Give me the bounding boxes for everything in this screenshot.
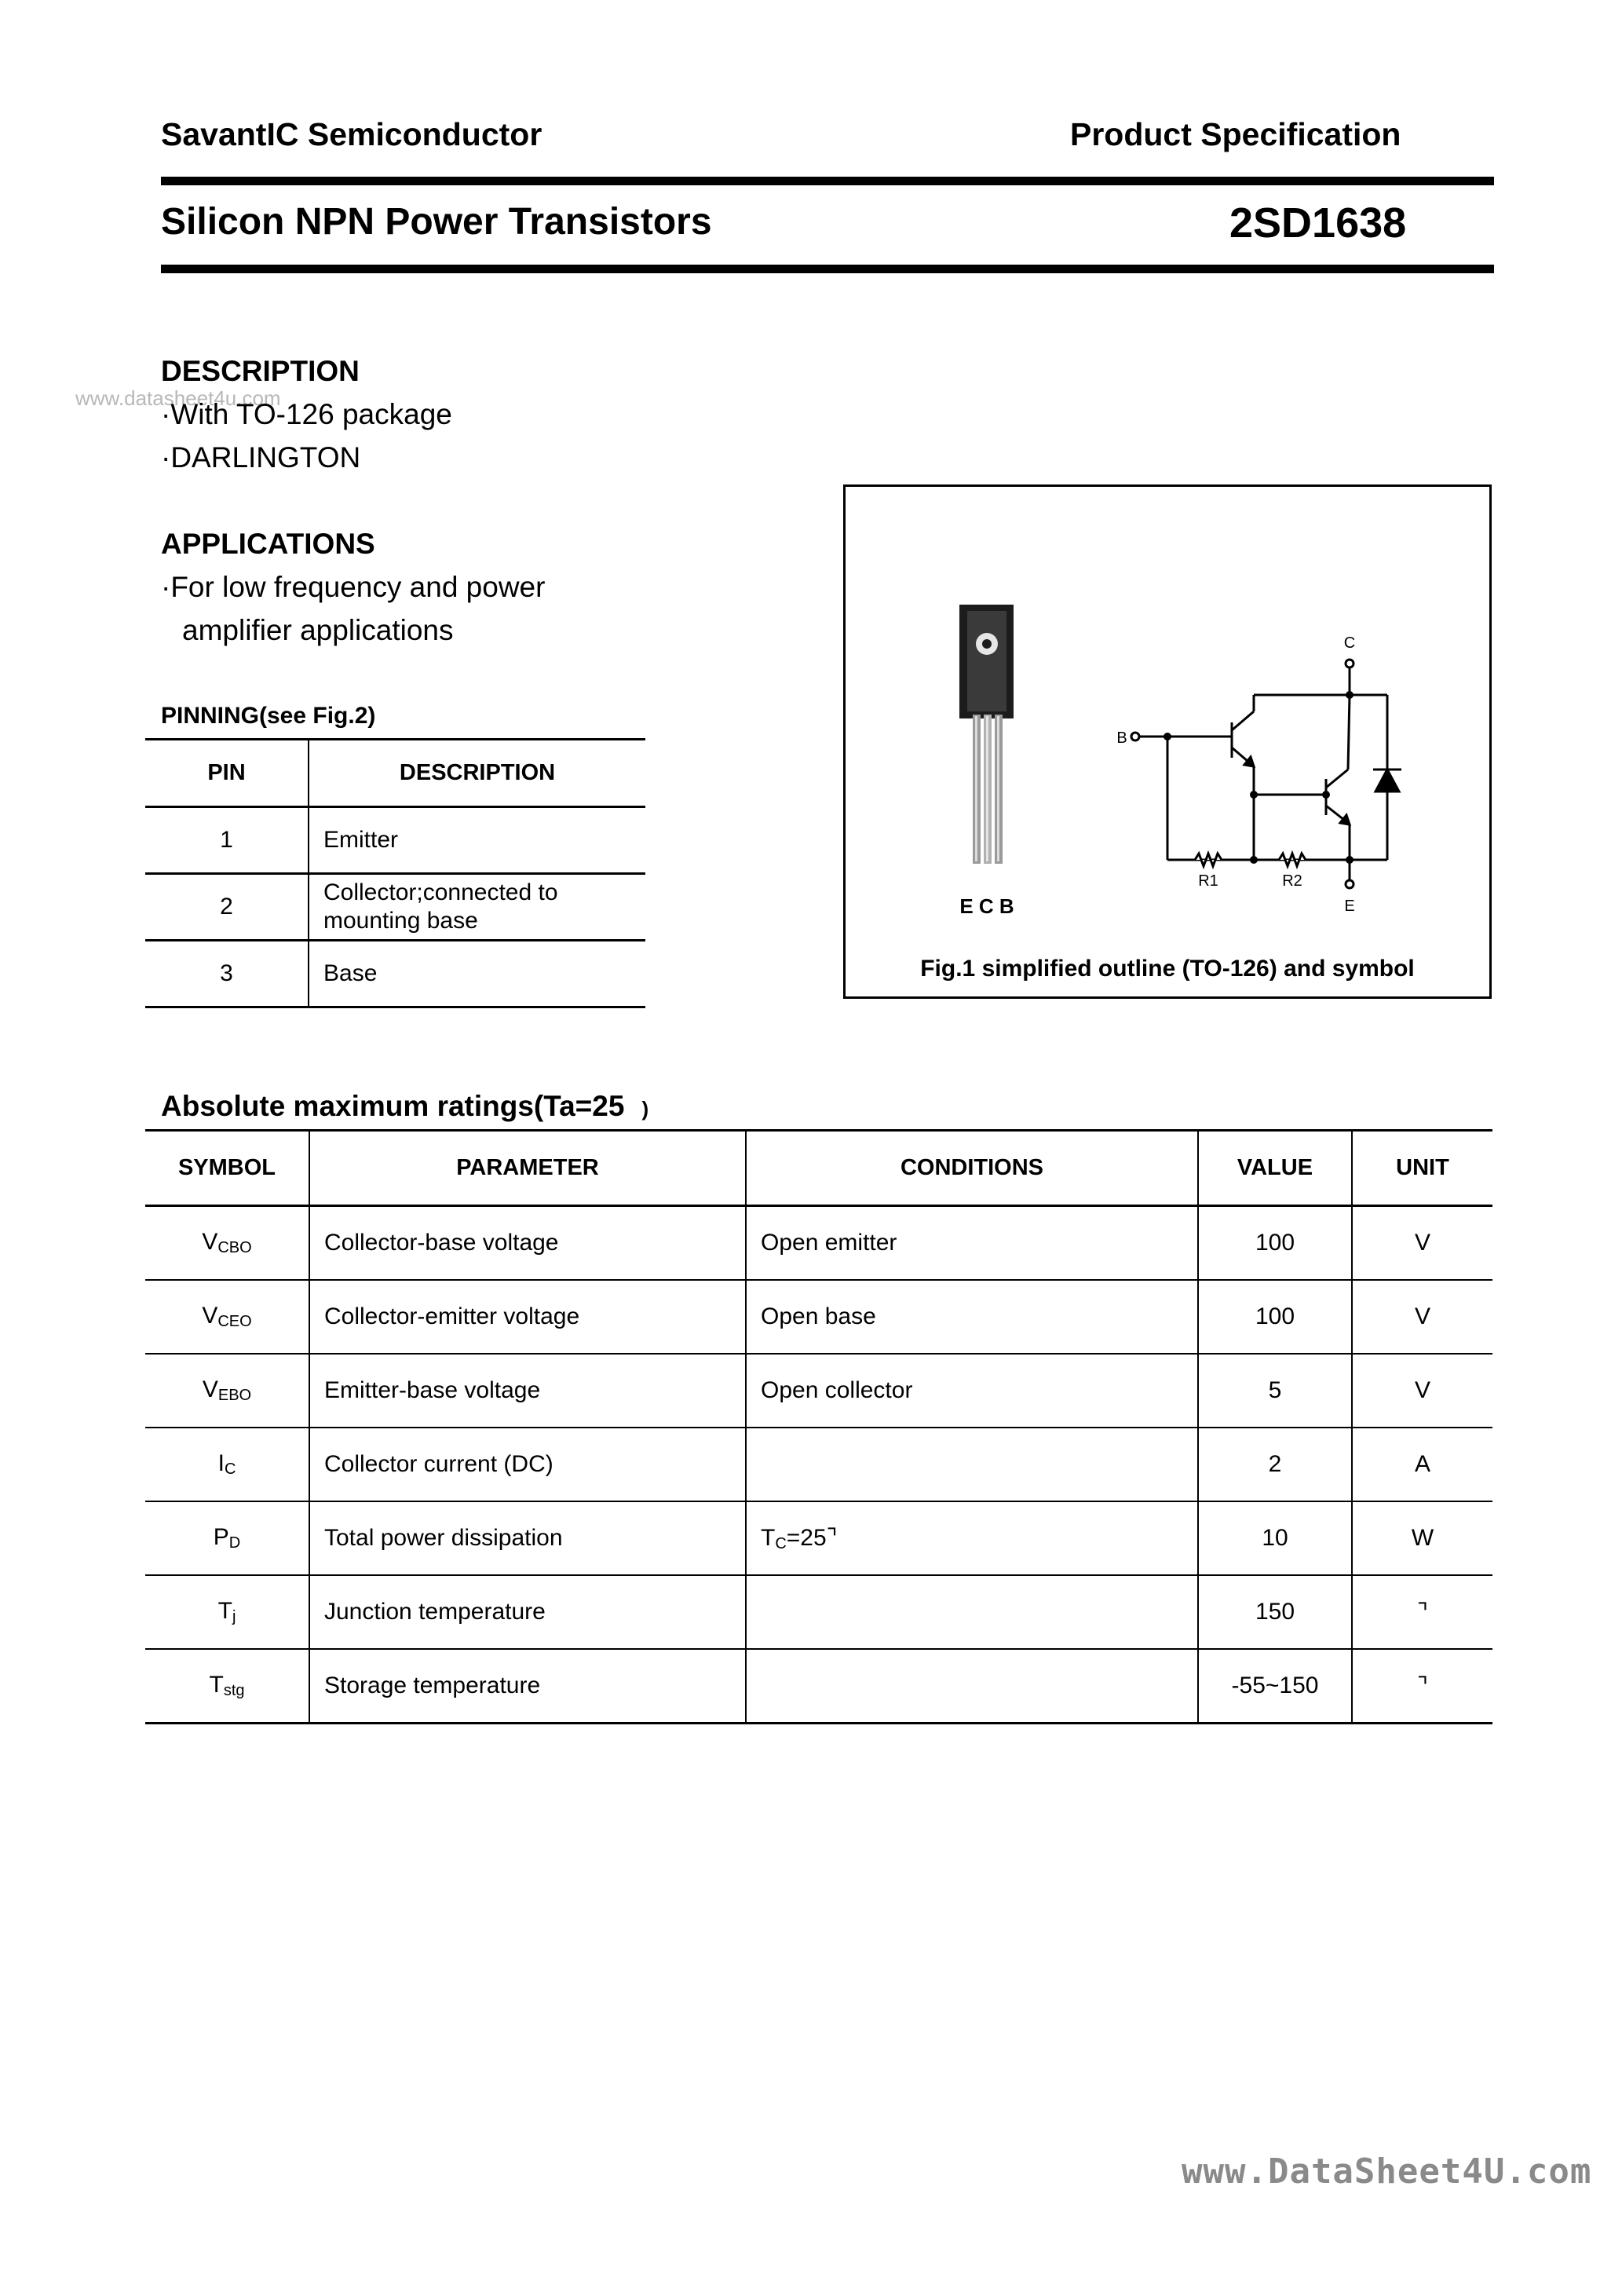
symbol-main: V — [202, 1229, 218, 1255]
pinning-heading: PINNING(see Fig.2) — [161, 703, 376, 729]
pin-number: 1 — [145, 807, 309, 874]
unit-cell: ⌝ — [1352, 1575, 1492, 1649]
ratings-heading — [161, 1090, 648, 1123]
pin-number: 3 — [145, 941, 309, 1007]
document-type: Product Specification — [1070, 116, 1401, 152]
value-cell: 100 — [1198, 1206, 1352, 1281]
symbol-subscript: CEO — [217, 1313, 252, 1330]
pin-description — [309, 874, 645, 941]
conditions-cell — [746, 1280, 1198, 1354]
figure-illustration — [846, 487, 1489, 997]
parameter-cell: Collector-emitter voltage — [309, 1280, 746, 1354]
conditions-cell — [746, 1206, 1198, 1281]
parameter-cell: Junction temperature — [309, 1575, 746, 1649]
symbol-cell — [145, 1575, 309, 1649]
symbol-main: T — [209, 1672, 224, 1698]
applications-line: amplifier applications — [182, 614, 454, 646]
unit-cell: V — [1352, 1280, 1492, 1354]
symbol-main: V — [202, 1303, 218, 1329]
conditions-cell — [746, 1428, 1198, 1501]
parameter-cell: Emitter-base voltage — [309, 1354, 746, 1428]
pin-description-line: mounting base — [323, 908, 478, 934]
to126-package-image — [959, 605, 1014, 864]
symbol-cell — [145, 1206, 309, 1281]
applications-line: ·For low frequency and power — [161, 571, 546, 603]
symbol-subscript: stg — [223, 1682, 245, 1699]
conditions-tail: =25⌝ — [786, 1524, 838, 1551]
conditions-text: Open collector — [761, 1377, 913, 1403]
parameter-cell: Total power dissipation — [309, 1501, 746, 1575]
conditions-text: Open base — [761, 1303, 876, 1329]
table-row — [145, 874, 645, 941]
company-name: SavantIC Semiconductor — [161, 116, 542, 152]
resistor-r1 — [1195, 854, 1222, 866]
unit-cell: A — [1352, 1428, 1492, 1501]
column-header-unit: UNIT — [1352, 1131, 1492, 1206]
symbol-main: P — [213, 1524, 229, 1550]
parameter-cell: Storage temperature — [309, 1649, 746, 1724]
column-header-conditions: CONDITIONS — [746, 1131, 1198, 1206]
pin-description: Emitter — [309, 807, 645, 874]
ratings-table — [145, 1129, 1492, 1724]
watermark-text: www.datasheet4u.com — [75, 386, 281, 410]
conditions-cell — [746, 1501, 1198, 1575]
conditions-text: Open emitter — [761, 1230, 897, 1256]
parameter-cell: Collector current (DC) — [309, 1428, 746, 1501]
conditions-cell — [746, 1354, 1198, 1428]
symbol-cell — [145, 1354, 309, 1428]
column-header-description: DESCRIPTION — [309, 740, 645, 807]
symbol-cell — [145, 1280, 309, 1354]
column-header-value: VALUE — [1198, 1131, 1352, 1206]
table-header-row — [145, 1131, 1492, 1206]
symbol-cell — [145, 1428, 309, 1501]
description-heading: DESCRIPTION — [161, 355, 360, 387]
table-row — [145, 1428, 1492, 1501]
symbol-subscript: CBO — [217, 1239, 252, 1256]
description-item: ·DARLINGTON — [161, 441, 361, 473]
column-header-parameter: PARAMETER — [309, 1131, 746, 1206]
terminal-label-b: B — [1116, 729, 1127, 747]
pin-description-line: Collector;connected to — [323, 879, 558, 905]
ratings-heading-suffix: ) — [641, 1097, 649, 1121]
terminal-label-c: C — [1343, 634, 1356, 652]
description-item: ·With TO-126 package — [161, 398, 452, 430]
unit-cell: ⌝ — [1352, 1649, 1492, 1724]
table-row — [145, 1501, 1492, 1575]
symbol-subscript: j — [232, 1608, 236, 1625]
pinning-table — [145, 738, 645, 1008]
value-cell: 10 — [1198, 1501, 1352, 1575]
darlington-circuit-symbol — [1131, 660, 1401, 888]
value-cell: 150 — [1198, 1575, 1352, 1649]
conditions-cell — [746, 1575, 1198, 1649]
pin-number: 2 — [145, 874, 309, 941]
resistor-r2 — [1279, 854, 1306, 866]
conditions-cell — [746, 1649, 1198, 1724]
conditions-subscript: C — [775, 1534, 787, 1552]
figure-box — [843, 484, 1492, 999]
symbol-main: T — [217, 1598, 232, 1624]
pin-description: Base — [309, 941, 645, 1007]
symbol-subscript: D — [228, 1534, 241, 1552]
value-cell: 100 — [1198, 1280, 1352, 1354]
symbol-main: I — [217, 1450, 225, 1476]
unit-cell: V — [1352, 1354, 1492, 1428]
unit-cell: W — [1352, 1501, 1492, 1575]
symbol-cell — [145, 1649, 309, 1724]
applications-heading: APPLICATIONS — [161, 528, 375, 560]
package-pin-labels: E C B — [959, 894, 1014, 918]
table-row — [145, 941, 645, 1007]
symbol-subscript: EBO — [217, 1387, 252, 1404]
table-row — [145, 1354, 1492, 1428]
column-header-symbol: SYMBOL — [145, 1131, 309, 1206]
value-cell: -55~150 — [1198, 1649, 1352, 1724]
part-number: 2SD1638 — [1229, 199, 1407, 247]
table-header-row — [145, 740, 645, 807]
header-rule-bottom — [161, 265, 1494, 273]
symbol-subscript: C — [224, 1461, 236, 1478]
resistor-label-r1: R1 — [1198, 872, 1218, 890]
value-cell: 5 — [1198, 1354, 1352, 1428]
resistor-label-r2: R2 — [1282, 872, 1302, 890]
table-row — [145, 1649, 1492, 1724]
table-row — [145, 1575, 1492, 1649]
value-cell: 2 — [1198, 1428, 1352, 1501]
terminal-label-e: E — [1344, 898, 1355, 915]
footer-watermark: www.DataSheet4U.com — [1182, 2152, 1592, 2192]
ratings-heading-text: Absolute maximum ratings(Ta=25 — [161, 1090, 625, 1122]
table-row — [145, 1206, 1492, 1281]
table-row — [145, 807, 645, 874]
conditions-text: T — [761, 1524, 776, 1551]
symbol-main: V — [202, 1377, 218, 1402]
symbol-cell — [145, 1501, 309, 1575]
product-line-title: Silicon NPN Power Transistors — [161, 201, 712, 243]
parameter-cell: Collector-base voltage — [309, 1206, 746, 1281]
unit-cell: V — [1352, 1206, 1492, 1281]
header-rule-top — [161, 177, 1494, 185]
column-header-pin: PIN — [145, 740, 309, 807]
table-row — [145, 1280, 1492, 1354]
figure-caption: Fig.1 simplified outline (TO-126) and symbol — [920, 956, 1415, 982]
